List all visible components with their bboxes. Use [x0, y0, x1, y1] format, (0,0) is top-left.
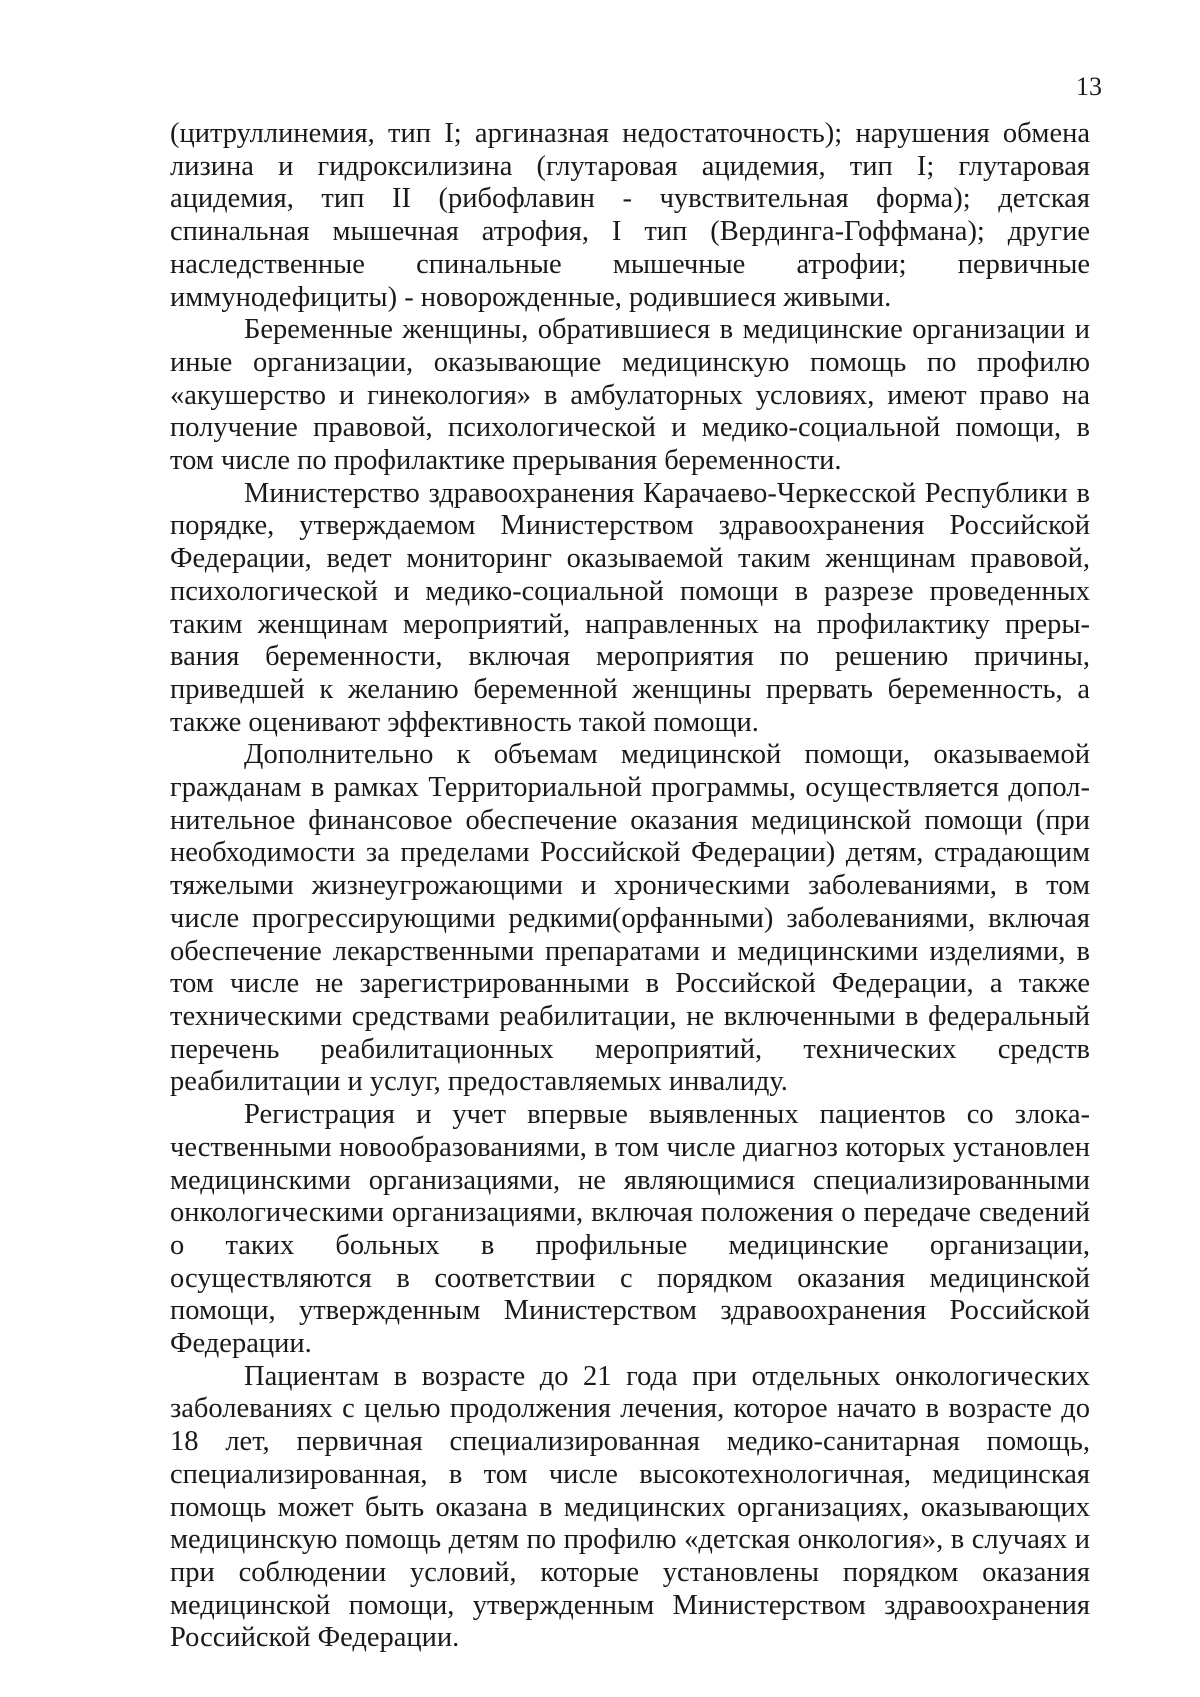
- page-number: 13: [1076, 72, 1102, 101]
- paragraph-oncology-registration: Регистрация и учет впервые выявленных пациентов со злокачественными новообразованиями, в том числе диагноз которых установлен медицинскими организациями, не являющимися специализированными онкологическими организациями, включая положения о передаче сведений о таких больных в профильные медицинские организации, осуществляются в соответствии с порядком оказания медицинской помощи, утвержденным Министерством здравоохранения Российской Федерации.: [170, 1099, 1090, 1360]
- paragraph-pregnant-women-rights: Беременные женщины, обратившиеся в медицинские организации и иные организации, оказывающие медицинскую помощь по профилю «акушерство и гинекология» в амбулаторных условиях, имеют право на получение правовой, психологической и медико-социальной помощи, в том числе по профилактике прерывания беременности.: [170, 314, 1090, 477]
- paragraph-additional-financing: Дополнительно к объемам медицинской помощи, оказываемой гражданам в рамках Территориальной программы, осуществляется дополнительное финансовое обеспечение оказания медицинской помощи (при необходимости за пределами Российской Федерации) детям, страдающим тяжелыми жизнеугрожающими и хроническими заболеваниями, в том числе прогрессирующими редкими(орфанными) заболеваниями, включая обеспечение лекарственными препаратами и медицинскими изделиями, в том числе не зарегистрированными в Российской Федерации, а также техническими средствами реабилитации, не включенными в федеральный перечень реабилитационных мероприятий, технических средств реабилитации и услуг, предоставляемых инвалиду.: [170, 739, 1090, 1098]
- paragraph-ministry-monitoring: Министерство здравоохранения Карачаево-Черкесской Республики в порядке, утверждаемом Министерством здравоохранения Российской Федерации, ведет мониторинг оказываемой таким женщинам правовой, психологической и медико-социальной помощи в разрезе проведенных таким женщинам мероприятий, направленных на профилактику прерывания беременности, включая мероприятия по решению причины, приведшей к желанию беременной женщины прервать беременность, а также оценивают эффективность такой помощи.: [170, 477, 1090, 738]
- paragraph-patients-under-21: Пациентам в возрасте до 21 года при отдельных онкологических заболеваниях с целью продолжения лечения, которое начато в возрасте до 18 лет, первичная специализированная медико-санитарная помощь, специализированная, в том числе высокотехнологичная, медицинская помощь может быть оказана в медицинских организациях, оказывающих медицинскую помощь детям по профилю «детская онкология», в случаях и при соблюдении условий, которые установлены порядком оказания медицинской помощи, утвержденным Министерством здравоохранения Российской Федерации.: [170, 1360, 1090, 1654]
- paragraph-continuation: (цитруллинемия, тип I; аргиназная недостаточность); нарушения обмена лизина и гидроксилизина (глутаровая ацидемия, тип I; глутаровая ацидемия, тип II (рибофлавин - чувствительная форма); детская спинальная мышечная атрофия, I тип (Вердинга-Гоффмана); другие наследственные спинальные мышечные атрофии; первичные иммунодефициты) - новорожденные, родившиеся живыми.: [170, 118, 1090, 313]
- document-body: [170, 118, 1090, 1655]
